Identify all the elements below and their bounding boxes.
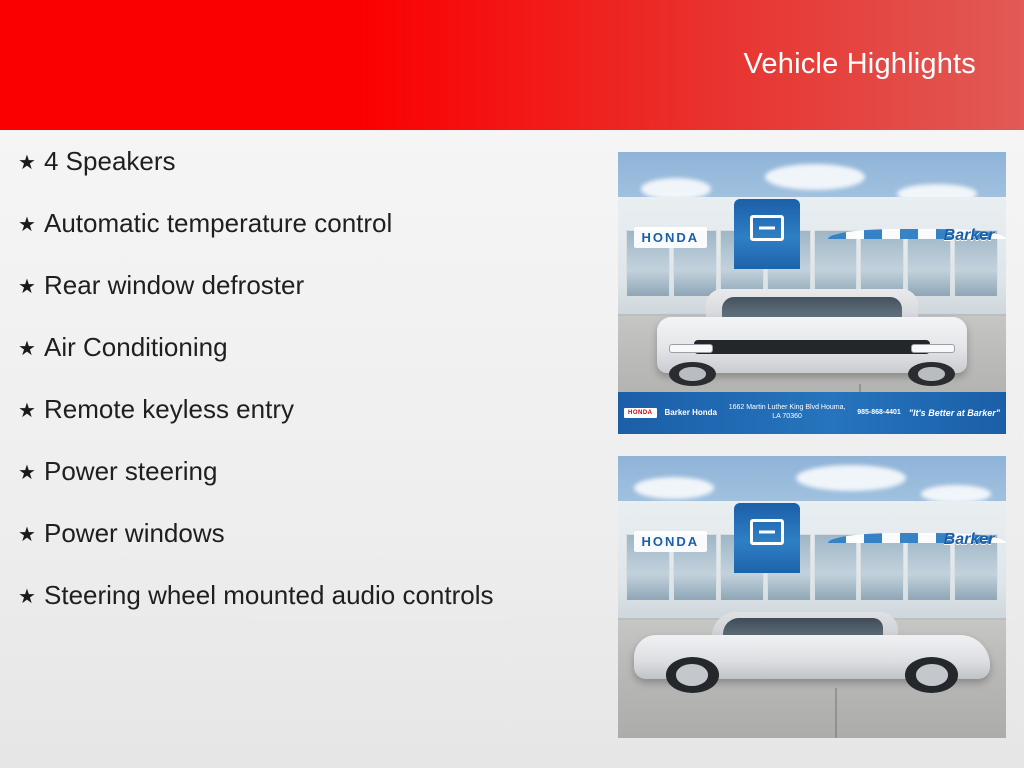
star-icon: ★ xyxy=(18,152,36,174)
cloud-shape xyxy=(634,477,714,499)
dealer-name: Barker Honda xyxy=(664,408,717,418)
feature-label: Air Conditioning xyxy=(44,332,228,362)
list-item xyxy=(10,516,600,556)
cloud-shape xyxy=(765,164,865,190)
feature-label: Automatic temperature control xyxy=(44,208,393,238)
vehicle-side-view xyxy=(634,608,991,693)
list-item xyxy=(10,392,600,432)
star-icon: ★ xyxy=(18,586,36,608)
cloud-shape xyxy=(796,465,906,491)
slide-body xyxy=(0,130,1024,768)
feature-label: Rear window defroster xyxy=(44,270,305,300)
star-icon: ★ xyxy=(18,462,36,484)
star-icon: ★ xyxy=(18,214,36,236)
feature-label: Power steering xyxy=(44,456,218,486)
barker-wall-sign: Barker xyxy=(943,227,995,245)
dealer-address: 1662 Martin Luther King Blvd Houma, LA 70360 xyxy=(728,404,846,420)
dealer-info-strip xyxy=(618,392,1006,434)
wheel-icon xyxy=(666,657,720,693)
pavement-seam xyxy=(835,688,837,738)
star-icon: ★ xyxy=(18,276,36,298)
wheel-icon xyxy=(905,657,959,693)
barker-wall-sign: Barker xyxy=(943,531,995,549)
list-item xyxy=(10,144,600,184)
honda-entrance-tower xyxy=(734,199,800,269)
list-item xyxy=(10,454,600,494)
honda-wall-sign: HONDA xyxy=(634,531,708,552)
honda-logo-icon xyxy=(750,215,784,241)
list-item xyxy=(10,268,600,308)
wheel-icon xyxy=(669,362,716,386)
vehicle-highlights-list xyxy=(10,144,600,640)
dealer-phone: 985-868-4401 xyxy=(857,409,901,417)
vehicle-front-three-quarter-photo[interactable] xyxy=(618,152,1006,434)
dealership-building xyxy=(618,501,1006,619)
feature-label: Remote keyless entry xyxy=(44,394,294,424)
window-pane xyxy=(814,534,858,602)
vehicle-photo-gallery xyxy=(618,152,1006,760)
vehicle-front-view xyxy=(657,293,967,386)
window-pane xyxy=(860,534,904,602)
feature-label: Steering wheel mounted audio controls xyxy=(44,580,494,610)
honda-wall-sign: HONDA xyxy=(634,227,708,248)
star-icon: ★ xyxy=(18,338,36,360)
honda-badge-icon: HONDA xyxy=(624,408,657,418)
feature-label: 4 Speakers xyxy=(44,146,176,176)
list-item xyxy=(10,330,600,370)
dealer-tagline: "It's Better at Barker" xyxy=(908,407,1000,418)
feature-label: Power windows xyxy=(44,518,225,548)
list-item xyxy=(10,206,600,246)
vehicle-grille xyxy=(694,340,930,355)
headlight-icon xyxy=(669,344,712,352)
star-icon: ★ xyxy=(18,524,36,546)
page-title: Vehicle Highlights xyxy=(743,48,976,80)
window-pane xyxy=(814,230,858,298)
vehicle-side-profile-photo[interactable] xyxy=(618,456,1006,738)
window-pane xyxy=(860,230,904,298)
honda-logo-icon xyxy=(750,519,784,545)
list-item xyxy=(10,578,600,618)
honda-entrance-tower xyxy=(734,503,800,573)
headlight-icon xyxy=(911,344,954,352)
header-banner xyxy=(0,0,1024,130)
star-icon: ★ xyxy=(18,400,36,422)
wheel-icon xyxy=(908,362,955,386)
